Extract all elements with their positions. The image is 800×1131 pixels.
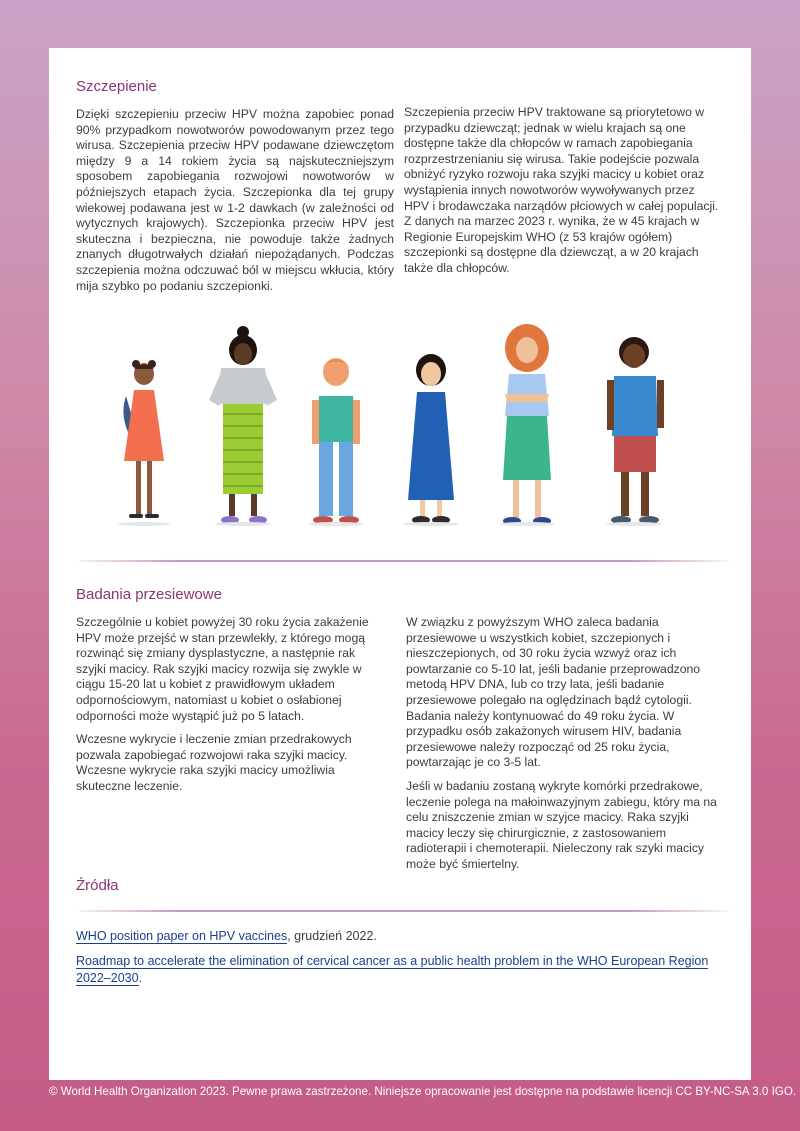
source-item-2-suffix: . (138, 971, 143, 985)
girl-green-trousers-figure (209, 326, 277, 524)
screening-right-paragraph-1: W związku z powyższym WHO zaleca badania przesiewowe u wszystkich kobiet, szczepionych i nieszczepionych, od 30 roku życia wzwyż oraz ich powtarzanie co 5-10 lat, jeśli badanie przeprowadzono metodą HPV DNA, lub co trzy lata, jeśli badanie przesiewowe polegało na oględzinach bądź cytologii. Badania należy kontynuować do 49 roku życia. W przypadku osób zakażonych wirusem HIV, badania przesiewowe należy rozpocząć od 25 roku życia, powtarzając je co 3-5 lat. (406, 615, 701, 770)
section-divider (79, 560, 729, 562)
screening-left-paragraph-2: Wczesne wykrycie i leczenie zmian przedrakowych pozwala zapobiegać rozwojowi raka szyjki macicy. Wczesne wykrycie raka szyjki macicy umożliwia skuteczne leczenie. (76, 732, 352, 793)
screening-left-column (76, 615, 386, 803)
boy-teal-shirt-figure (312, 358, 360, 524)
source-link-cervical-cancer-roadmap[interactable]: Roadmap to accelerate the elimination of cervical cancer as a public health problem in the WHO European Region 2022–2030 (76, 954, 709, 985)
vaccination-left-paragraph: Dzięki szczepieniu przeciw HPV można zapobiec ponad 90% przypadkom nowotworów powodowanym przez tego wirusa. Szczepienia przeciw HPV podawane dziewczętom między 9 a 14 rokiem życia są najskuteczniejszym sposobem zapobiegania rozwojowi nowotworów w późniejszych etapach życia. Szczepionka dla tej grupy wiekowej podawana jest w 1-2 dawkach (w zależności od wytycznych krajowych). Szczepionka przeciw HPV jest skuteczna i bezpieczna, nie powoduje także żadnych znanych długotrwałych działań niepożądanych. Podczas szczepienia można odczuwać ból w miejscu wkłucia, który mija szybko po podaniu szczepionki. (76, 107, 394, 293)
sources-divider (79, 910, 729, 912)
screening-right-column (406, 615, 722, 881)
screening-left-paragraph-1: Szczególnie u kobiet powyżej 30 roku życia zakażenie HPV może przejść w stan przewlekły, z którego mogą rozwinąć się zmiany dysplastyczne, a następnie rak szyjki macicy. Rak szyjki macicy rozwija się zwykle w ciągu 15-20 lat u kobiet z prawidłowym układem odpornościowym, natomiast u kobiet o osłabionej odporności może wystąpić już po 5 latach. (76, 615, 369, 723)
sources-list (76, 928, 726, 995)
document-page (49, 48, 751, 1080)
source-item-1-suffix: , grudzień 2022. (287, 929, 377, 943)
screening-heading: Badania przesiewowe (76, 586, 222, 603)
screening-right-paragraph-2: Jeśli w badaniu zostaną wykryte komórki przedrakowe, leczenie polega na małoinwazyjnym zabiegu, który ma na celu zniszczenie zmian w szyjce macicy. Raka szyjki macicy leczy się chirurgicznie, z zastosowaniem radioterapii i chemoterapii. Nieleczony rak szyki macicy może być śmiertelny. (406, 778, 717, 871)
sources-heading: Źródła (76, 877, 119, 894)
boy-red-shorts-figure (607, 337, 664, 524)
girl-blue-dress-figure (408, 354, 454, 524)
source-item-2 (76, 953, 726, 987)
vaccination-right-column (404, 105, 722, 285)
girl-orange-dress-figure (123, 360, 164, 518)
vaccination-left-column (76, 107, 394, 302)
young-people-illustration (109, 324, 709, 539)
girl-teal-skirt-figure (503, 324, 551, 525)
vaccination-heading: Szczepienie (76, 78, 157, 95)
license-footer: © World Health Organization 2023. Pewne prawa zastrzeżone. Niniejsze opracowanie jest dostępne na podstawie licencji CC BY-NC-SA 3.0 IGO. (49, 1085, 797, 1098)
source-link-hpv-position-paper[interactable]: WHO position paper on HPV vaccines (76, 929, 288, 943)
source-item-1 (76, 928, 726, 945)
vaccination-right-paragraph: Szczepienia przeciw HPV traktowane są priorytetowo w przypadku dziewcząt; jednak w wielu krajach są one dostępne także dla chłopców w ramach zapobiegania rozprzestrzenianiu się wirusa. Takie podejście pozwala obniżyć ryzyko rozwoju raka szyjki macicy u kobiet oraz wystąpienia innych nowotworów wywoływanych przez HPV i brodawczaka narządów płciowych w całej populacji. Z danych na marzec 2023 r. wynika, że w 45 krajach w Regionie Europejskim WHO (z 53 krajów ogółem) szczepionki są dostępne dla dziewcząt, a w 20 krajach także dla chłopców. (404, 105, 719, 275)
